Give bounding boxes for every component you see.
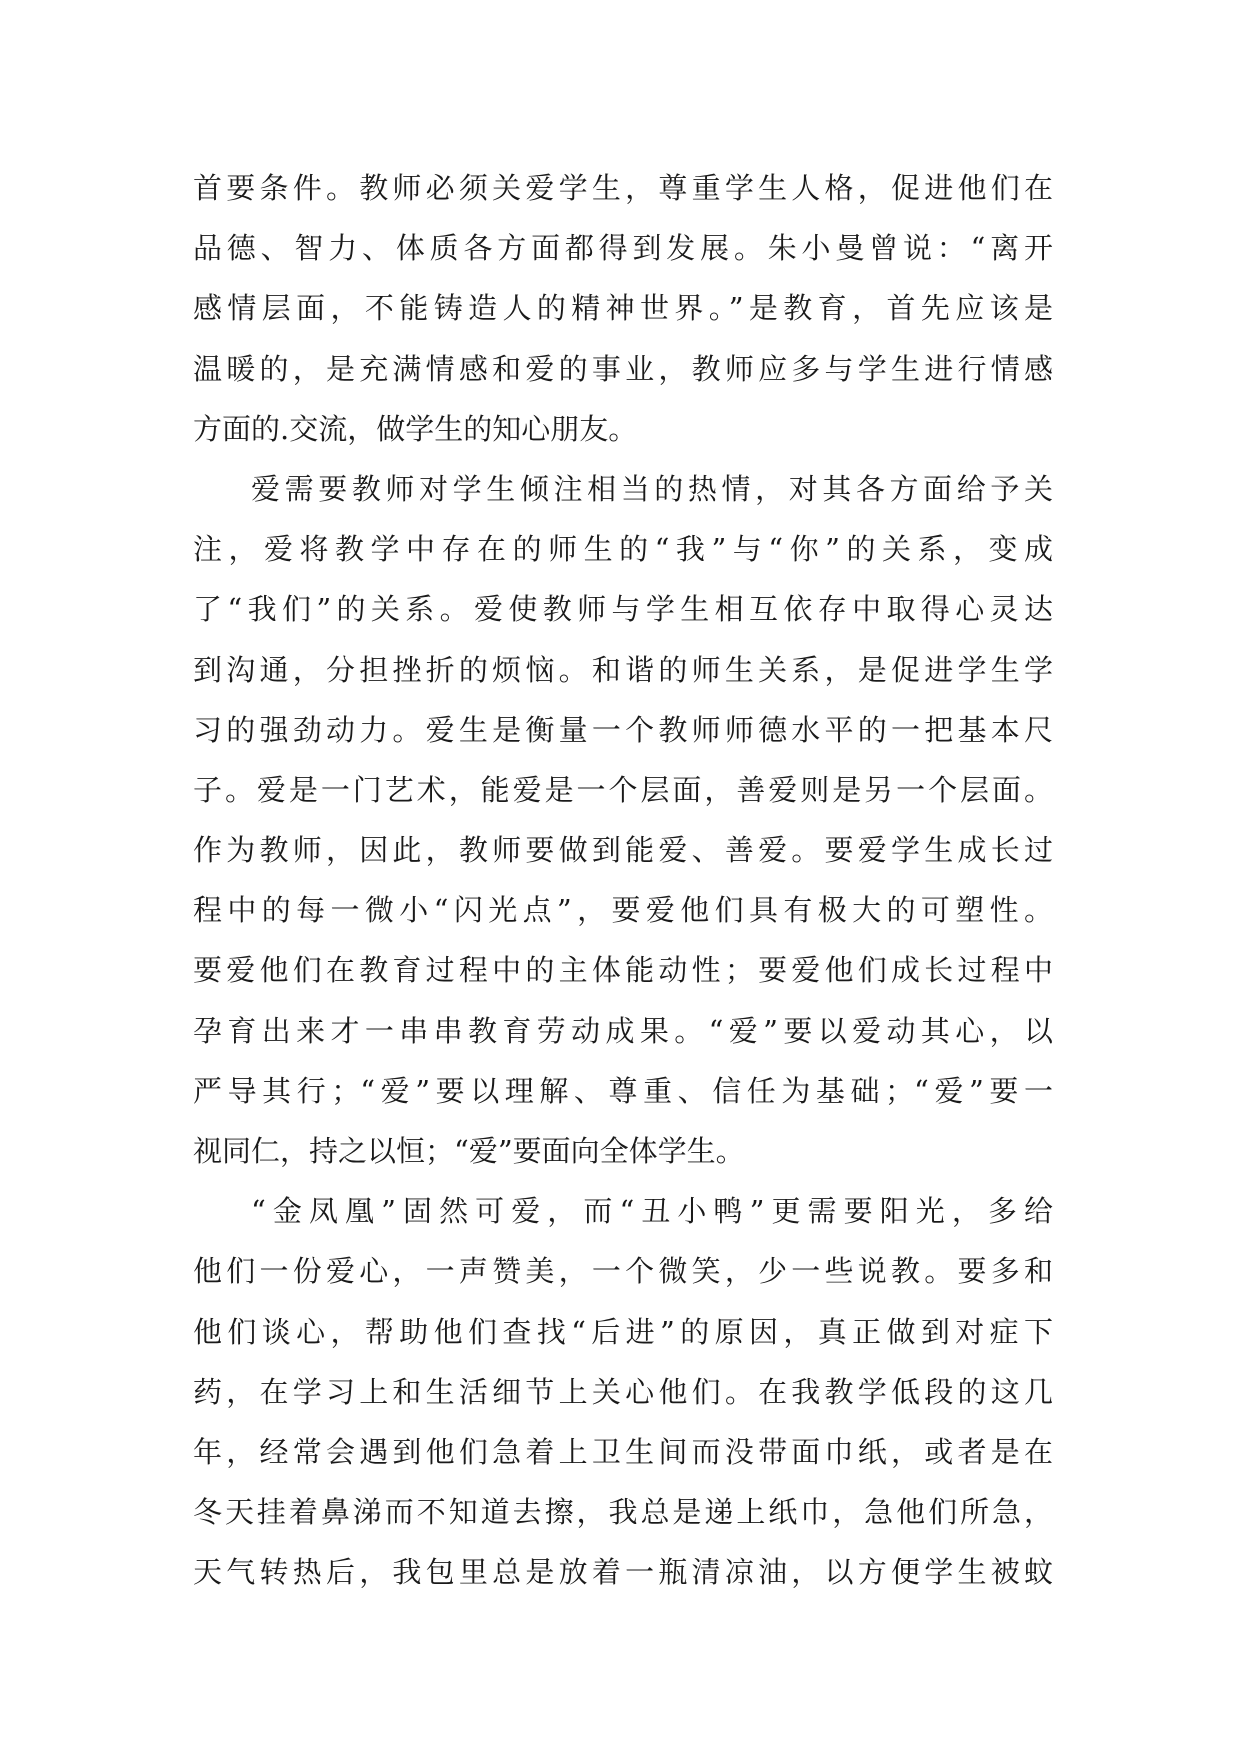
text-line: 子。爱是一门艺术，能爱是一个层面，善爱则是另一个层面。 bbox=[193, 772, 1053, 807]
text-line: 注，爱将教学中存在的师生的“我”与“你”的关系，变成 bbox=[193, 532, 1053, 567]
text-line: 天气转热后，我包里总是放着一瓶清凉油，以方便学生被蚊 bbox=[193, 1555, 1053, 1590]
text-line: 严导其行；“爱”要以理解、尊重、信任为基础；“爱”要一 bbox=[193, 1073, 1053, 1108]
text-line: 品德、智力、体质各方面都得到发展。朱小曼曾说：“离开 bbox=[193, 231, 1053, 266]
text-line: 视同仁，持之以恒；“爱”要面向全体学生。 bbox=[193, 1134, 745, 1168]
text-line: 作为教师，因此，教师要做到能爱、善爱。要爱学生成长过 bbox=[193, 833, 1053, 868]
text-line: 他们一份爱心，一声赞美，一个微笑，少一些说教。要多和 bbox=[193, 1254, 1053, 1289]
text-line: 到沟通，分担挫折的烦恼。和谐的师生关系，是促进学生学 bbox=[193, 652, 1053, 687]
text-line: 年，经常会遇到他们急着上卫生间而没带面巾纸，或者是在 bbox=[193, 1434, 1053, 1469]
body-text bbox=[193, 158, 1053, 1603]
text-line: 药，在学习上和生活细节上关心他们。在我教学低段的这几 bbox=[193, 1374, 1053, 1409]
text-line: 习的强劲动力。爱生是衡量一个教师师德水平的一把基本尺 bbox=[193, 712, 1053, 747]
text-line: “金凤凰”固然可爱，而“丑小鸭”更需要阳光，多给 bbox=[251, 1194, 1053, 1229]
text-line: 孕育出来才一串串教育劳动成果。“爱”要以爱动其心，以 bbox=[193, 1013, 1053, 1048]
text-line: 了“我们”的关系。爱使教师与学生相互依存中取得心灵达 bbox=[193, 592, 1053, 627]
text-line: 首要条件。教师必须关爱学生，尊重学生人格，促进他们在 bbox=[193, 171, 1053, 205]
text-line: 他们谈心，帮助他们查找“后进”的原因，真正做到对症下 bbox=[193, 1314, 1053, 1349]
text-line: 冬天挂着鼻涕而不知道去擦，我总是递上纸巾，急他们所急， bbox=[193, 1495, 1053, 1530]
text-line: 爱需要教师对学生倾注相当的热情，对其各方面给予关 bbox=[251, 471, 1053, 506]
text-line: 温暖的，是充满情感和爱的事业，教师应多与学生进行情感 bbox=[193, 351, 1053, 386]
text-line: 程中的每一微小“闪光点”，要爱他们具有极大的可塑性。 bbox=[193, 893, 1053, 928]
text-line: 要爱他们在教育过程中的主体能动性；要爱他们成长过程中 bbox=[193, 953, 1053, 988]
text-line: 感情层面，不能铸造人的精神世界。”是教育，首先应该是 bbox=[193, 291, 1053, 326]
text-line: 方面的.交流，做学生的知心朋友。 bbox=[193, 411, 638, 446]
